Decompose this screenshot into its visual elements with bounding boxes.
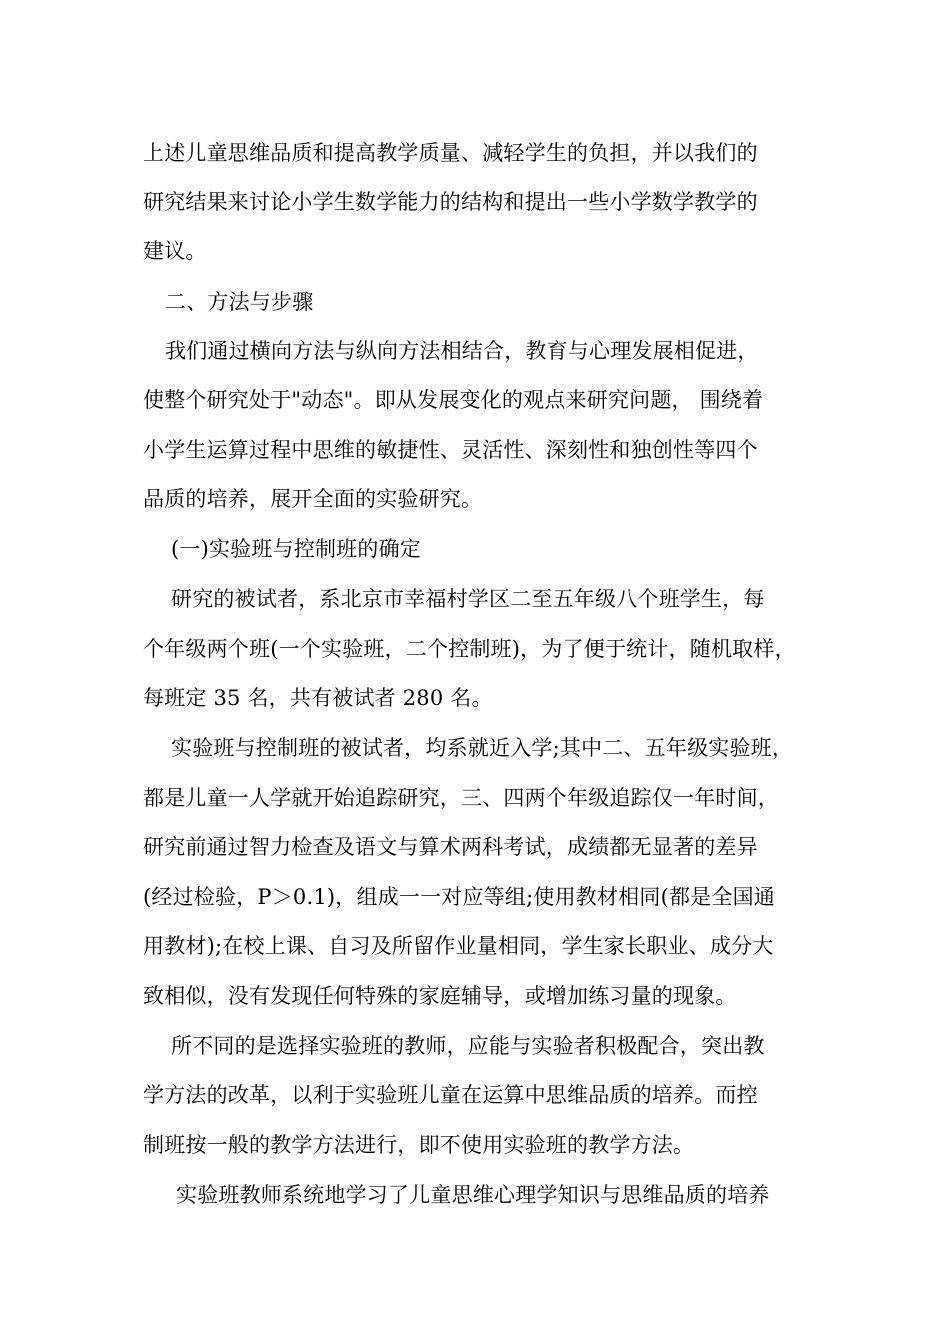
text-line: 研究结果来讨论小学生数学能力的结构和提出一些小学数学教学的 bbox=[143, 190, 758, 214]
subsection-heading: (一)实验班与控制班的确定 bbox=[171, 537, 421, 561]
text-line: 品质的培养，展开全面的实验研究。 bbox=[143, 487, 483, 511]
text-line: 实验班与控制班的被试者，均系就近入学;其中二、五年级实验班， bbox=[171, 736, 794, 760]
text-line: 上述儿童思维品质和提高教学质量、减轻学生的负担，并以我们的 bbox=[143, 141, 758, 165]
text-line: 个年级两个班(一个实验班，二个控制班)，为了便于统计，随机取样， bbox=[143, 637, 796, 661]
text-line: 实验班教师系统地学习了儿童思维心理学知识与思维品质的培养 bbox=[176, 1183, 770, 1207]
text-line: 我们通过横向方法与纵向方法相结合，教育与心理发展相促进， bbox=[165, 339, 759, 363]
text-line: 每班定 35 名，共有被试者 280 名。 bbox=[143, 686, 493, 710]
text-line: (经过检验，P＞0.1)，组成一一对应等组;使用教材相同(都是全国通 bbox=[143, 885, 775, 909]
section-heading: 二、方法与步骤 bbox=[165, 290, 314, 314]
text-line: 学方法的改革，以利于实验班儿童在运算中思维品质的培养。而控 bbox=[143, 1083, 758, 1107]
text-line: 制班按一般的教学方法进行，即不使用实验班的教学方法。 bbox=[143, 1133, 695, 1157]
text-line: 都是儿童一人学就开始追踪研究，三、四两个年级追踪仅一年时间， bbox=[143, 786, 779, 810]
text-line: 研究的被试者，系北京市幸福村学区二至五年级八个班学生，每 bbox=[171, 587, 765, 611]
text-line: 用教材);在校上课、自习及所留作业量相同，学生家长职业、成分大 bbox=[143, 934, 774, 958]
text-line: 使整个研究处于"动态"。即从发展变化的观点来研究问题， 围绕着 bbox=[143, 388, 764, 412]
text-line: 所不同的是选择实验班的教师，应能与实验者积极配合，突出教 bbox=[171, 1034, 765, 1058]
text-line: 致相似，没有发现任何特殊的家庭辅导，或增加练习量的现象。 bbox=[143, 984, 737, 1008]
text-line: 小学生运算过程中思维的敏捷性、灵活性、深刻性和独创性等四个 bbox=[143, 438, 758, 462]
text-line: 建议。 bbox=[143, 239, 207, 263]
text-line: 研究前通过智力检查及语文与算术两科考试，成绩都无显著的差异 bbox=[143, 835, 758, 859]
